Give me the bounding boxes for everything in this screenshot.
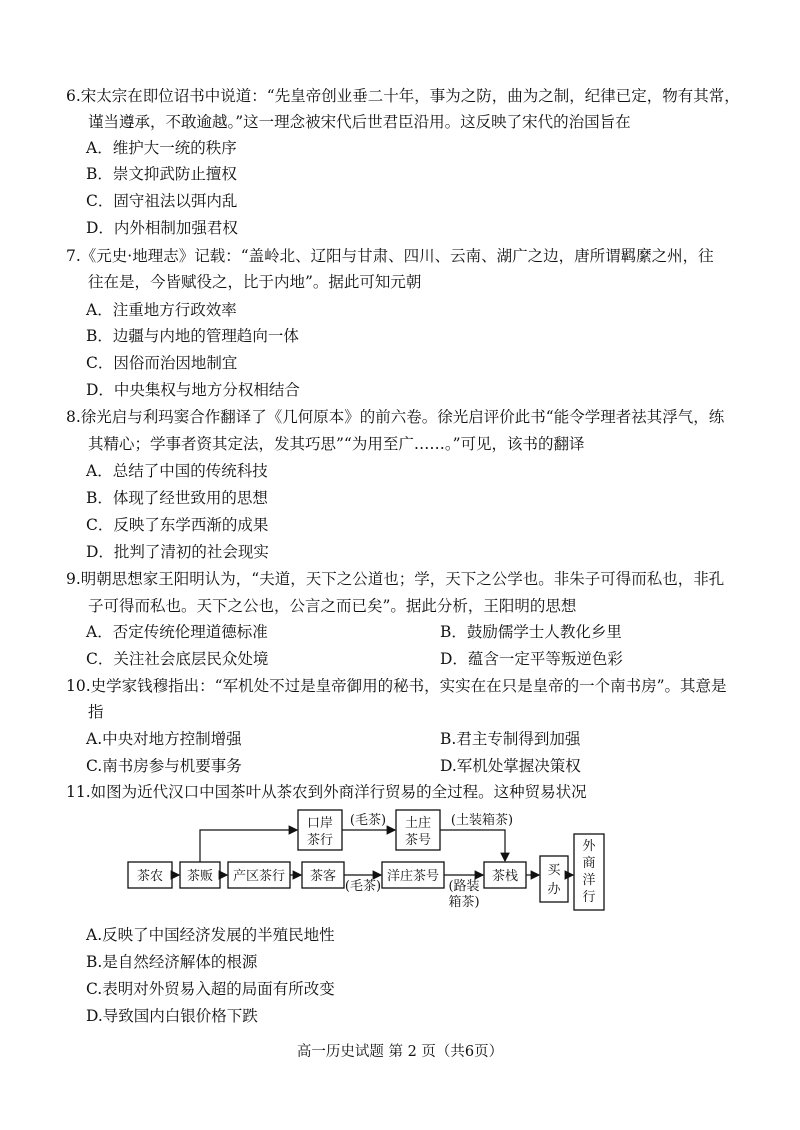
q8-option-a[interactable]: A．总结了中国的传统科技 [86,462,268,480]
q11-option-d[interactable]: D.导致国内白银价格下跌 [86,1007,258,1025]
q6-stem-line2: 谨当遵承，不敢逾越。”这一理念被宋代后世君臣沿用。这反映了宋代的治国旨在 [88,113,631,131]
node-chafan-label: 茶贩 [186,869,214,884]
q9-option-d[interactable]: D．蕴含一定平等叛逆色彩 [440,650,623,668]
q10-stem-line1: 10.史学家钱穆指出：“军机处不过是皇帝御用的秘书，实实在在只是皇帝的一个南书房”。其意是 [66,677,727,695]
node-chake [302,862,344,888]
q9-option-a[interactable]: A．否定传统伦理道德标准 [86,623,268,641]
node-chafan [180,862,220,888]
node-maiban-line1: 买 [547,863,561,878]
label-maocha-bottom: (毛茶) [344,879,382,894]
label-luzhuang-line1: (路装 [448,879,480,894]
node-yangzhuang-chahao [382,862,444,888]
q10-option-d[interactable]: D.军机处掌握决策权 [440,757,581,775]
label-maocha-top: (毛茶) [349,813,387,828]
node-chazhan [484,862,526,888]
node-kouan-chahang [298,810,342,850]
q6-option-c[interactable]: C．固守祖法以弭内乱 [86,192,238,210]
node-waishang-line2: 商 [582,856,596,871]
node-kouan-line1: 口岸 [306,816,334,831]
q7-option-c[interactable]: C．因俗而治因地制宜 [86,354,238,372]
q7-option-b[interactable]: B．边疆与内地的管理趋向一体 [86,327,299,345]
q6-option-b[interactable]: B．崇文抑武防止擅权 [86,165,237,183]
q10-option-a[interactable]: A.中央对地方控制增强 [86,730,242,748]
node-maiban-line2: 办 [547,882,561,897]
arrow-tuzhuang-chazhan [440,830,505,861]
q11-stem-line1: 11.如图为近代汉口中国茶叶从茶农到外商洋行贸易的全过程。这种贸易状况 [66,783,587,801]
q8-option-c[interactable]: C．反映了东学西渐的成果 [86,516,269,534]
node-chanqu-label: 产区茶行 [232,869,286,884]
q8-option-d[interactable]: D．批判了清初的社会现实 [86,543,269,561]
q9-stem-line1: 9.明朝思想家王阳明认为，“夫道，天下之公道也；学，天下之公学也。非朱子可得而私也，非孔 [66,570,725,588]
q8-stem-line2: 其精心；学事者资其定法，发其巧思”“为用至广……。”可见，该书的翻译 [88,435,585,453]
node-chazhan-label: 茶栈 [491,869,519,884]
tea-trade-flow-diagram [120,800,620,919]
node-waishang-yanghang [574,834,604,910]
q6-option-a[interactable]: A．维护大一统的秩序 [86,139,237,157]
node-tuzhuang-chahao [396,810,440,850]
q6-stem-line1: 6.宋太宗在即位诏书中说道：“先皇帝创业垂二十年，事为之防，曲为之制，纪律已定，物有其常， [66,87,740,105]
node-chanong [128,862,172,888]
q10-option-c[interactable]: C.南书房参与机要事务 [86,757,242,775]
node-waishang-line3: 洋 [582,873,596,888]
q7-stem-line1: 7.《元史·地理志》记载：“盖岭北、辽阳与甘肃、四川、云南、湖广之边，唐所谓羁縻之州，往 [66,247,714,265]
node-maiban [540,856,568,902]
arrow-chafan-kouan [200,830,297,862]
q10-stem-line2: 指 [88,703,104,721]
node-yangzhuang-label: 洋庄茶号 [386,869,440,884]
q11-option-a[interactable]: A.反映了中国经济发展的半殖民地性 [86,926,335,944]
q6-option-d[interactable]: D．内外相制加强君权 [86,219,238,237]
node-tuzhuang-line2: 茶号 [404,833,432,848]
node-waishang-line4: 行 [582,890,596,905]
q11-option-b[interactable]: B.是自然经济解体的根源 [86,953,258,971]
q10-option-b[interactable]: B.君主专制得到加强 [440,730,581,748]
q8-stem-line1: 8.徐光启与利玛窦合作翻译了《几何原本》的前六卷。徐光启评价此书“能令学理者祛其浮气，练 [66,408,725,426]
q9-stem-line2: 子可得而私也。天下之公也，公言之而已矣”。据此分析，王阳明的思想 [88,597,577,615]
node-chanqu-chahang [228,862,290,888]
label-luzhuang-line2: 箱茶) [448,895,480,910]
q7-option-d[interactable]: D．中央集权与地方分权相结合 [86,381,300,399]
node-kouan-line2: 茶行 [306,833,334,848]
q9-option-b[interactable]: B．鼓励儒学士人教化乡里 [440,623,622,641]
node-chanong-label: 茶农 [136,869,164,884]
q8-option-b[interactable]: B．体现了经世致用的思想 [86,489,268,507]
page-footer: 高一历史试题 第 2 页（共6页） [296,1044,504,1060]
node-tuzhuang-line1: 土庄 [404,816,432,831]
q7-option-a[interactable]: A．注重地方行政效率 [86,301,237,319]
q7-stem-line2: 往在是，今皆赋役之，比于内地”。据此可知元朝 [88,273,422,291]
node-waishang-line1: 外 [582,839,596,854]
q9-option-c[interactable]: C．关注社会底层民众处境 [86,650,269,668]
label-tuzhuang-box: (土装箱茶) [450,813,514,828]
q11-option-c[interactable]: C.表明对外贸易入超的局面有所改变 [86,980,335,998]
node-chake-label: 茶客 [309,869,337,884]
